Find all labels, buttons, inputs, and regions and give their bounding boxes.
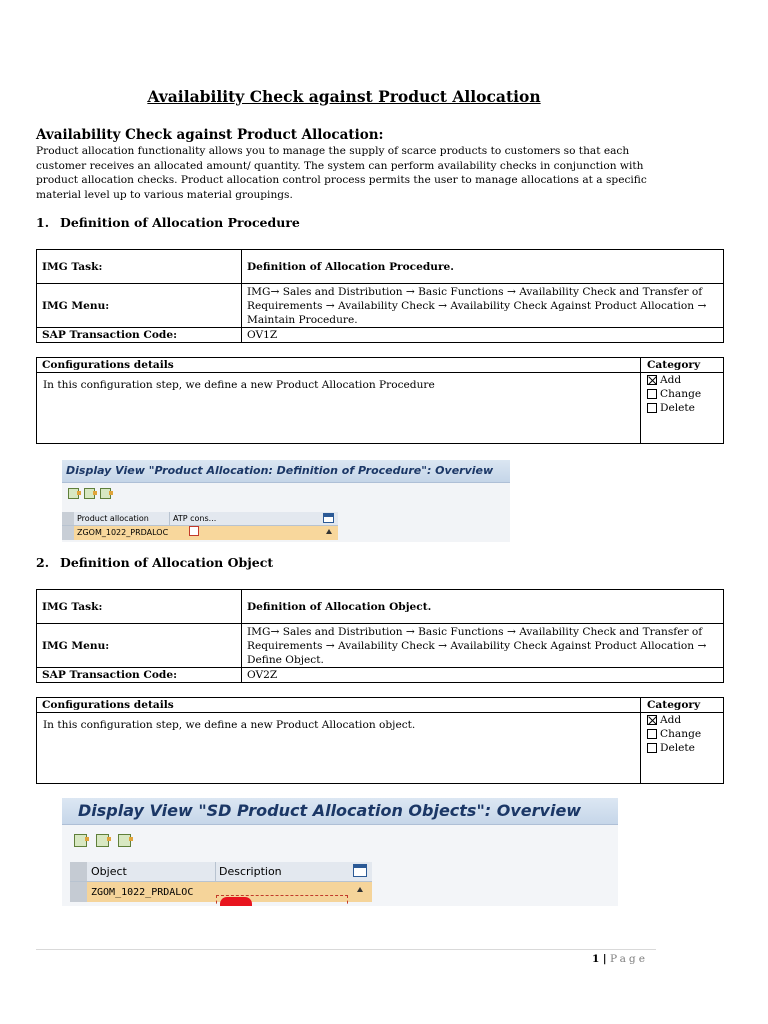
img-menu-value: IMG→ Sales and Distribution → Basic Functions → Availability Check and Transfer of Requirements → Availability Check → Availability Check Against Product Allocation → Maintain Procedure. xyxy=(242,284,724,328)
page-footer xyxy=(0,953,648,965)
category-label: Category xyxy=(641,698,724,713)
screenshot-grid xyxy=(70,862,372,906)
page-word: Page xyxy=(609,953,648,965)
column-header-product-allocation: Product allocation xyxy=(77,514,149,523)
scroll-up-icon[interactable] xyxy=(326,529,332,534)
page-separator: | xyxy=(602,953,607,965)
category-label-add: Add xyxy=(660,374,682,387)
category-label-delete: Delete xyxy=(660,402,695,415)
config-text: In this configuration step, we define a new Product Allocation object. xyxy=(37,713,641,784)
print-icon[interactable] xyxy=(100,488,111,499)
category-delete[interactable] xyxy=(647,741,723,755)
category-add[interactable] xyxy=(647,373,723,387)
img-task-value: Definition of Allocation Procedure. xyxy=(242,250,724,284)
details-icon[interactable] xyxy=(68,488,79,499)
grid-row[interactable] xyxy=(62,526,338,540)
grid-row[interactable] xyxy=(70,882,372,902)
row-value: ZGOM_1022_PRDALOC xyxy=(91,887,194,898)
screenshot-toolbar xyxy=(62,825,618,855)
section-number: 1. xyxy=(36,215,50,230)
intro-paragraph: Product allocation functionality allows you to manage the supply of scarce products to customers so that each customer receives an allocated amount/ quantity. The system can perform availability checks in conjunction with product allocation checks. Product allocation control process permits the user to manage allocations at a specific material level up to various material groupings. xyxy=(36,145,647,201)
category-change[interactable] xyxy=(647,727,723,741)
column-header-object: Object xyxy=(91,865,127,878)
tcode-label: SAP Transaction Code: xyxy=(37,328,242,343)
checkbox-checked-icon[interactable] xyxy=(647,715,657,725)
img-menu-label: IMG Menu: xyxy=(37,284,242,328)
screenshot-title: Display View "Product Allocation: Definition of Procedure": Overview xyxy=(62,460,510,483)
footer-divider xyxy=(36,949,656,950)
select-icon[interactable] xyxy=(84,488,95,499)
config-details-label: Configurations details xyxy=(37,358,641,373)
grid-header xyxy=(62,512,338,526)
scroll-up-icon[interactable] xyxy=(357,887,363,892)
column-settings-icon[interactable] xyxy=(353,864,367,877)
section-number: 2. xyxy=(36,555,50,570)
screenshot-title: Display View "SD Product Allocation Objects": Overview xyxy=(62,798,618,825)
config-text: In this configuration step, we define a new Product Allocation Procedure xyxy=(37,373,641,444)
category-label: Category xyxy=(641,358,724,373)
img-menu-value: IMG→ Sales and Distribution → Basic Functions → Availability Check and Transfer of Requirements → Availability Check → Availability Check Against Product Allocation → Define Object. xyxy=(242,624,724,668)
screenshot-toolbar xyxy=(62,483,510,503)
img-table-2 xyxy=(36,589,724,683)
category-label-change: Change xyxy=(660,728,702,741)
section-title: Definition of Allocation Object xyxy=(60,555,274,570)
section-1-heading xyxy=(36,215,300,230)
sap-screenshot-procedure xyxy=(62,460,510,542)
section-2-heading xyxy=(36,555,273,570)
section-title: Definition of Allocation Procedure xyxy=(60,215,300,230)
category-options xyxy=(641,713,724,784)
column-header-description: Description xyxy=(215,862,359,881)
category-options xyxy=(641,373,724,444)
tcode-label: SAP Transaction Code: xyxy=(37,668,242,683)
category-label-change: Change xyxy=(660,388,702,401)
checkbox-icon[interactable] xyxy=(647,729,657,739)
row-selector[interactable] xyxy=(62,526,74,540)
selection-column[interactable] xyxy=(62,512,74,525)
row-selector[interactable] xyxy=(70,882,87,902)
grid-header xyxy=(70,862,372,882)
column-header-atp: ATP cons... xyxy=(169,512,229,525)
checkbox-icon[interactable] xyxy=(189,526,199,536)
category-label-delete: Delete xyxy=(660,742,695,755)
tcode-value: OV1Z xyxy=(242,328,724,343)
img-task-label: IMG Task: xyxy=(37,590,242,624)
column-settings-icon[interactable] xyxy=(323,513,334,523)
screenshot-grid xyxy=(62,512,338,542)
category-delete[interactable] xyxy=(647,401,723,415)
details-icon[interactable] xyxy=(74,834,87,847)
print-icon[interactable] xyxy=(118,834,131,847)
redaction-mark xyxy=(220,897,252,906)
img-table-1 xyxy=(36,249,724,343)
sap-screenshot-objects xyxy=(62,798,618,906)
config-details-label: Configurations details xyxy=(37,698,641,713)
selection-column[interactable] xyxy=(70,862,87,881)
checkbox-checked-icon[interactable] xyxy=(647,375,657,385)
config-table-2 xyxy=(36,697,724,784)
checkbox-icon[interactable] xyxy=(647,403,657,413)
document-title: Availability Check against Product Allocation xyxy=(147,87,541,106)
row-value: ZGOM_1022_PRDALOC xyxy=(77,528,169,537)
checkbox-icon[interactable] xyxy=(647,389,657,399)
img-menu-label: IMG Menu: xyxy=(37,624,242,668)
category-add[interactable] xyxy=(647,713,723,727)
img-task-label: IMG Task: xyxy=(37,250,242,284)
intro-heading: Availability Check against Product Allocation: xyxy=(36,127,384,143)
img-task-value: Definition of Allocation Object. xyxy=(242,590,724,624)
page-number: 1 xyxy=(591,953,600,965)
category-change[interactable] xyxy=(647,387,723,401)
category-label-add: Add xyxy=(660,714,682,727)
checkbox-icon[interactable] xyxy=(647,743,657,753)
config-table-1 xyxy=(36,357,724,444)
tcode-value: OV2Z xyxy=(242,668,724,683)
select-icon[interactable] xyxy=(96,834,109,847)
